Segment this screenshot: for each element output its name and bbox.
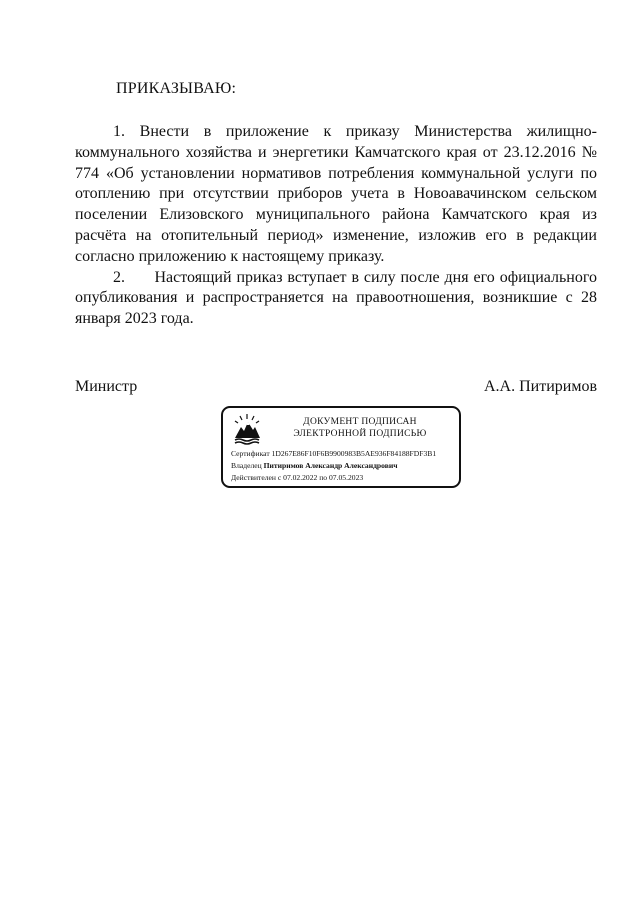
valid-to: 07.05.2023 bbox=[329, 473, 364, 483]
owner-label: Владелец bbox=[231, 461, 262, 471]
stamp-title-line-1: ДОКУМЕНТ ПОДПИСАН bbox=[303, 417, 417, 427]
signer-name: А.А. Питиримов bbox=[483, 378, 597, 395]
stamp-validity-line bbox=[231, 472, 459, 484]
validity-label: Действителен с bbox=[231, 473, 282, 483]
stamp-owner-line bbox=[231, 460, 459, 472]
owner-value: Питиримов Александр Александрович bbox=[263, 461, 398, 471]
certificate-value: 1D267E86F10F6B9900983B5AE936F84188FDF3B1 bbox=[271, 449, 437, 458]
order-body bbox=[75, 122, 601, 330]
stamp-certificate-line bbox=[231, 448, 459, 460]
order-heading: ПРИКАЗЫВАЮ: bbox=[116, 80, 237, 97]
signature-block bbox=[75, 378, 597, 396]
electronic-signature-stamp bbox=[221, 406, 461, 488]
certificate-label: Сертификат bbox=[231, 449, 270, 458]
coat-of-arms-icon bbox=[232, 413, 262, 449]
signer-position: Министр bbox=[75, 378, 138, 395]
stamp-title bbox=[267, 416, 453, 440]
valid-from: 07.02.2022 bbox=[283, 473, 318, 483]
stamp-title-line-2: ЭЛЕКТРОННОЙ ПОДПИСЬЮ bbox=[293, 429, 427, 439]
stamp-details bbox=[231, 448, 459, 485]
order-paragraph-1: 1. Внести в приложение к приказу Министерства жилищно-коммунального хозяйства и энергетики Камчатского края от 23.12.2016 № 774 «Об установлении нормативов потребления коммунальной услуги по отоплению при отсутствии приборов учета в Новоавачинском сельском поселении Елизовского муниципального района Камчатского края из расчёта на отопительный период» изменение, изложив его в редакции согласно приложению к настоящему приказу. bbox=[75, 123, 597, 265]
validity-to-label: по bbox=[319, 473, 328, 483]
order-paragraph-2: 2. Настоящий приказ вступает в силу после дня его официального опубликования и распространяется на правоотношения, возникшие с 28 января 2023 года. bbox=[75, 268, 601, 328]
